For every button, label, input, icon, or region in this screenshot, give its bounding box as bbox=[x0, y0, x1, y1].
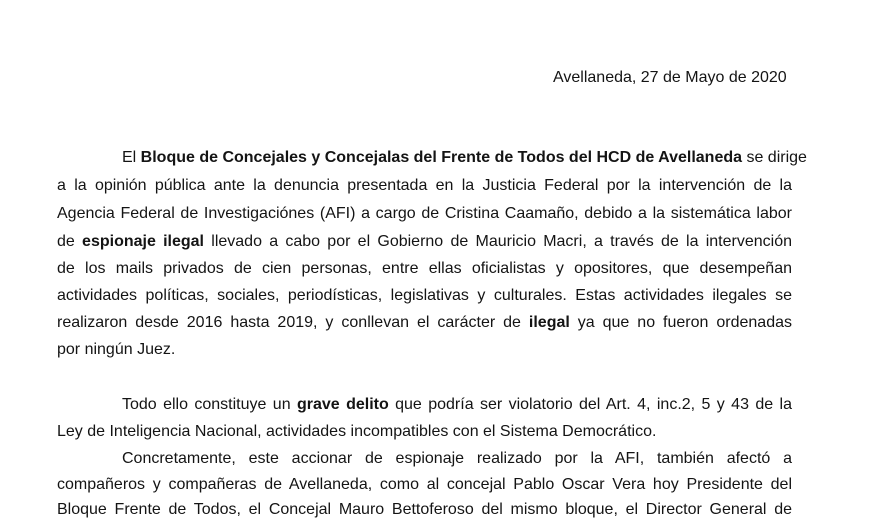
paragraph-1-line-3: Agencia Federal de Investigaciónes (AFI) a cargo de Cristina Caamaño, debido a la sistemática labor bbox=[57, 205, 792, 222]
bold-text: espionaje ilegal bbox=[82, 233, 205, 250]
bold-text: ilegal bbox=[528, 314, 570, 331]
text: de bbox=[57, 233, 83, 250]
text: El bbox=[122, 149, 141, 166]
paragraph-2-line-2: Ley de Inteligencia Nacional, actividades incompatibles con el Sistema Democrático. bbox=[57, 423, 657, 440]
paragraph-2-line-1 bbox=[122, 392, 792, 417]
text: ya que no fueron ordenadas bbox=[569, 314, 792, 331]
paragraph-1-line-6: actividades políticas, sociales, periodísticas, legislativas y culturales. Estas actividades ilegales se bbox=[57, 287, 792, 304]
paragraph-1-line-7 bbox=[57, 310, 792, 335]
text: se dirige bbox=[742, 149, 807, 166]
paragraph-3-line-1: Concretamente, este accionar de espionaje realizado por la AFI, también afectó a bbox=[122, 450, 792, 467]
text: llevado a cabo por el Gobierno de Mauricio Macri, a través de la intervención bbox=[204, 233, 793, 250]
text: Todo ello constituye un bbox=[122, 396, 297, 413]
text: que podría ser violatorio del Art. 4, inc.2, 5 y 43 de la bbox=[388, 396, 793, 413]
paragraph-1-line-5: de los mails privados de cien personas, entre ellas oficialistas y opositores, que desempeñan bbox=[57, 260, 792, 277]
paragraph-1-line-2: a la opinión pública ante la denuncia presentada en la Justicia Federal por la intervención de la bbox=[57, 177, 792, 194]
bold-text: grave delito bbox=[297, 396, 389, 413]
paragraph-3-line-2: compañeros y compañeras de Avellaneda, como al concejal Pablo Oscar Vera hoy Presidente del bbox=[57, 476, 792, 493]
paragraph-1-line-8: por ningún Juez. bbox=[57, 341, 176, 358]
bold-text: Bloque de Concejales y Concejalas del Frente de Todos del HCD de Avellaneda bbox=[140, 149, 743, 166]
paragraph-1-line-4 bbox=[57, 229, 792, 254]
date-line: Avellaneda, 27 de Mayo de 2020 bbox=[553, 69, 787, 86]
paragraph-3-line-3: Bloque Frente de Todos, el Concejal Mauro Bettoferoso del mismo bloque, el Director General de bbox=[57, 501, 792, 518]
text: realizaron desde 2016 hasta 2019, y conllevan el carácter de bbox=[57, 314, 529, 331]
paragraph-1-line-1 bbox=[122, 145, 807, 170]
